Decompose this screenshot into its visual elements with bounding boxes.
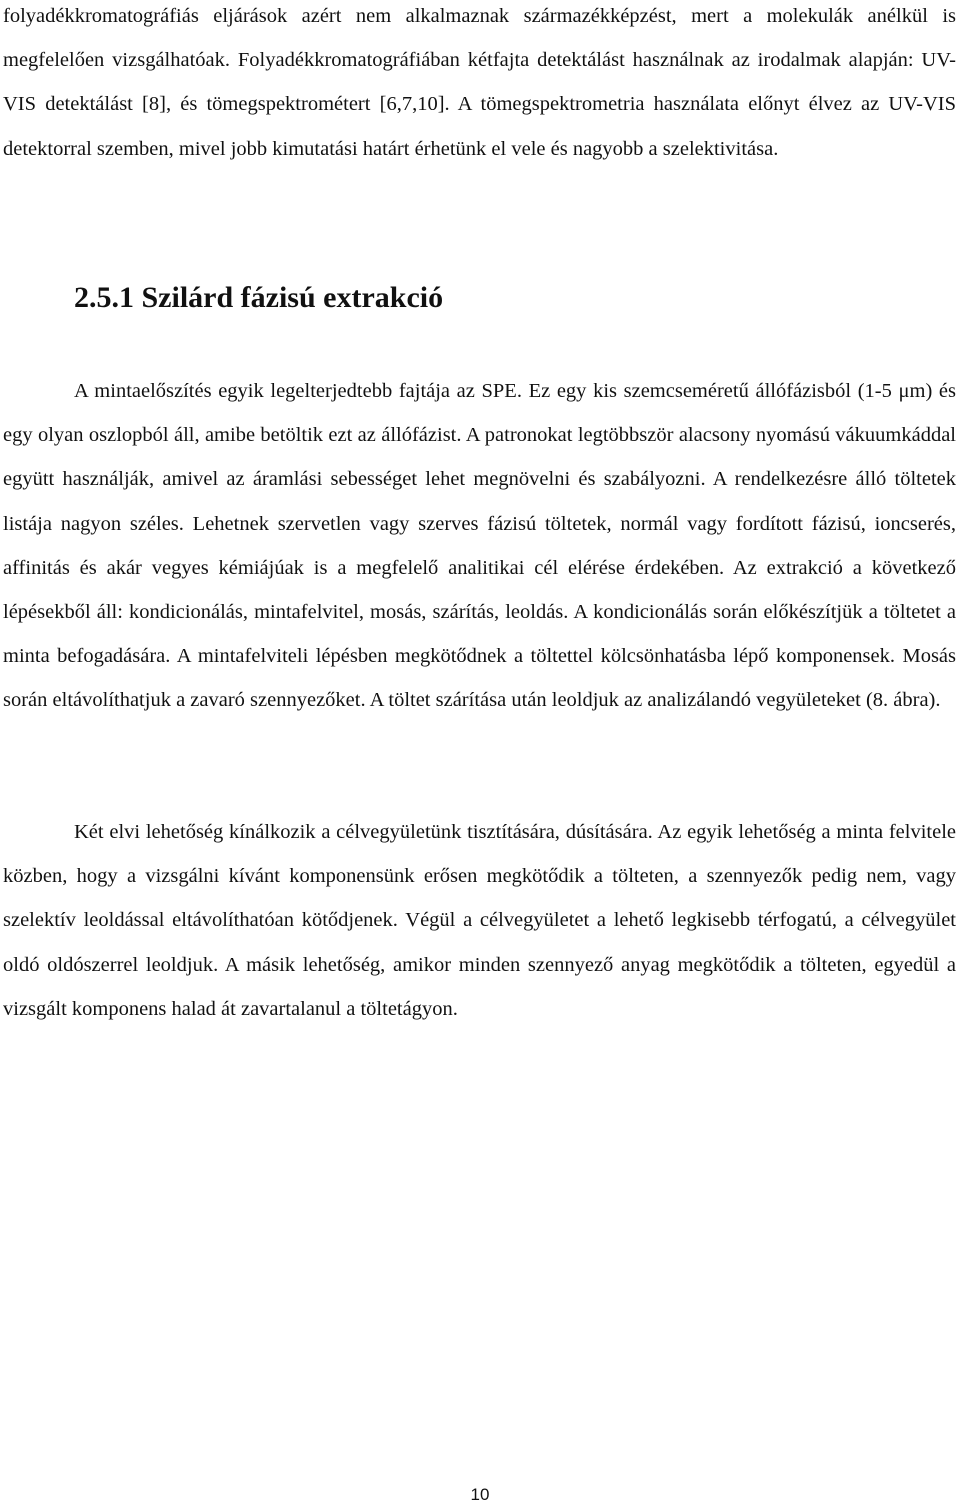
page-number: 10 — [470, 1485, 490, 1504]
section-heading: 2.5.1 Szilárd fázisú extrakció — [74, 281, 444, 314]
paragraph-spe-description: A mintaelőszítés egyik legelterjedtebb fajtája az SPE. Ez egy kis szemcseméretű állófázisból (1-5 μm) és egy olyan oszlopból áll, amibe betöltik ezt az állófázist. A patronokat legtöbbször alacsony nyomású vákuumkáddal együtt használják, amivel az áramlási sebességet lehet megnövelni és szabályozni. A rendelkezésre álló töltetek listája nagyon széles. Lehetnek szervetlen vagy szerves fázisú töltetek, normál vagy fordított fázisú, ioncserés, affinitás és akár vegyes kémiájúak is a megfelelő analitikai cél elérése érdekében. Az extrakció a következő lépésekből áll: kondicionálás, mintafelvitel, mosás, szárítás, leoldás. A kondicionálás során előkészítjük a töltetet a minta befogadására. A mintafelviteli lépésben megkötődnek a töltettel kölcsönhatásba lépő komponensek. Mosás során eltávolíthatjuk a zavaró szennyezőket. A töltet szárítása után leoldjuk az analizálandó vegyületeket (8. ábra). — [3, 380, 956, 712]
paragraph-purification-options: Két elvi lehetőség kínálkozik a célvegyületünk tisztítására, dúsítására. Az egyik lehetőség a minta felvitele közben, hogy a vizsgálni kívánt komponensünk erősen megkötődik a tölteten, a szennyezők pedig nem, vagy szelektív leoldással eltávolíthatóan kötődjenek. Végül a célvegyületet a lehető legkisebb térfogatú, a célvegyület oldó oldószerrel leoldjuk. A másik lehetőség, amikor minden szennyező anyag megkötődik a tölteten, egyedül a vizsgált komponens halad át zavartalanul a töltetágyon. — [3, 821, 956, 1020]
paragraph-chromatography-detection: folyadékkromatográfiás eljárások azért nem alkalmaznak származékképzést, mert a molekulák anélkül is megfelelően vizsgálhatóak. Folyadékkromatográfiában kétfajta detektálást használnak az irodalmak alapján: UV-VIS detektálást [8], és tömegspektrométert [6,7,10]. A tömegspektrometria használata előnyt élvez az UV-VIS detektorral szemben, mivel jobb kimutatási határt érhetünk el vele és nagyobb a szelektivitása. — [3, 5, 956, 160]
